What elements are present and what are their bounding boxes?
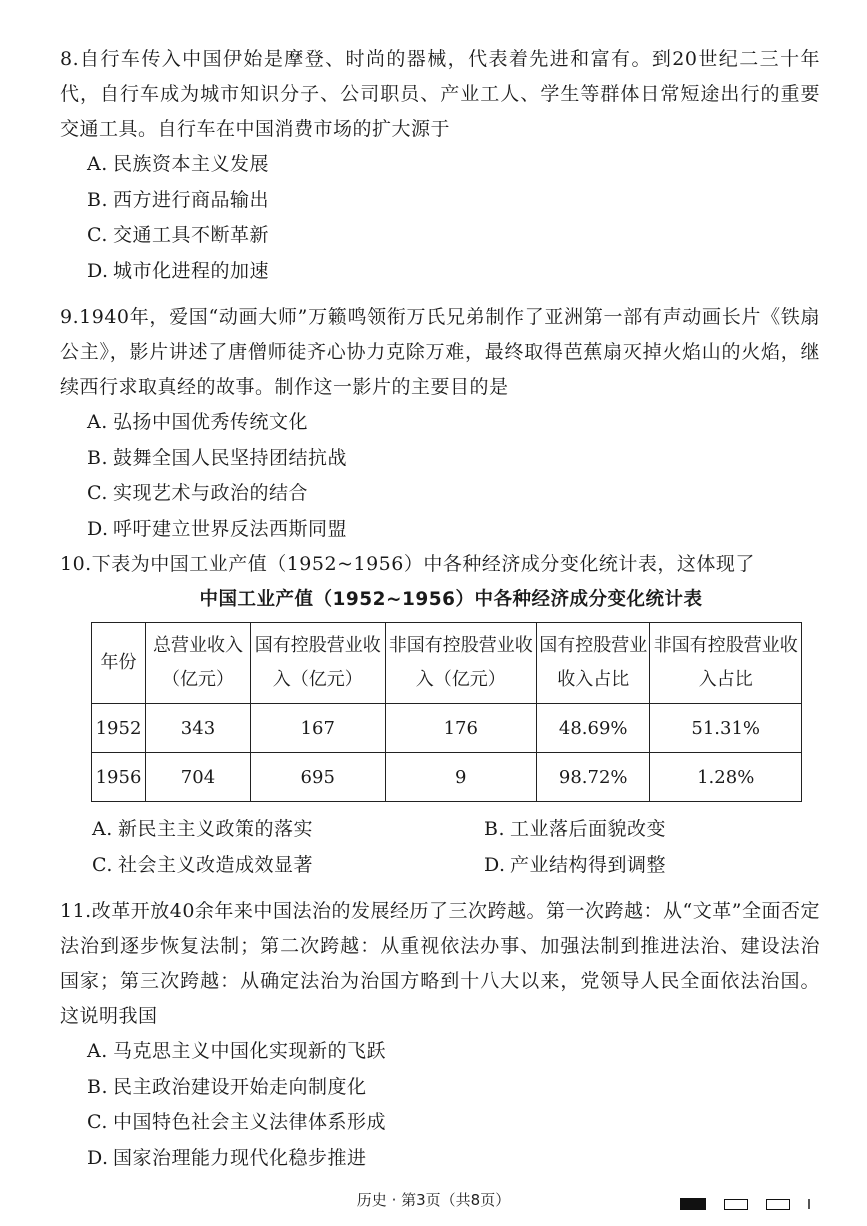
hollow-rectangle-icon: [766, 1199, 790, 1210]
question-10-options: [60, 812, 820, 883]
question-11-stem-text: 改革开放40余年来中国法治的发展经历了三次跨越。第一次跨越：从“文革”全面否定法治到逐步恢复法制；第二次跨越：从重视依法办事、加强法制到推进法治、建设法治国家；第三次跨越：从确定法治为治国方略到十八大以来，党领导人民全面依法治国。这说明我国: [60, 900, 820, 1027]
table-header-cell: 年份: [92, 623, 146, 704]
question-9: [60, 300, 820, 547]
option-letter: B.: [87, 1075, 109, 1098]
option-letter: D.: [87, 259, 109, 282]
question-11-stem: [60, 894, 820, 1034]
table-header-cell: 非国有控股营业收入（亿元）: [385, 623, 537, 704]
table-header-cell: 国有控股营业收入占比: [537, 623, 650, 704]
option-9a[interactable]: [60, 405, 820, 441]
option-letter: A.: [87, 1040, 108, 1062]
option-text: 鼓舞全国人民坚持团结抗战: [113, 446, 348, 469]
question-9-number: 9.: [60, 306, 80, 328]
question-11-options: [60, 1034, 820, 1176]
option-text: 弘扬中国优秀传统文化: [113, 411, 309, 433]
option-9b[interactable]: [60, 441, 820, 477]
option-text: 产业结构得到调整: [510, 853, 667, 876]
option-text: 社会主义改造成效显著: [118, 853, 314, 876]
question-9-options: [60, 405, 820, 547]
table-header-cell: 非国有控股营业收入占比: [650, 623, 802, 704]
option-11a[interactable]: [60, 1034, 820, 1070]
question-8-options: [60, 147, 820, 289]
table-row: [92, 753, 802, 802]
option-letter: B.: [484, 818, 506, 840]
option-text: 城市化进程的加速: [113, 259, 270, 282]
option-letter: C.: [87, 1111, 108, 1133]
table-cell: 1.28%: [650, 753, 802, 802]
table-header-cell: 国有控股营业收入（亿元）: [250, 623, 385, 704]
option-9d[interactable]: [60, 512, 820, 548]
option-text: 实现艺术与政治的结合: [113, 482, 309, 504]
option-letter: D.: [87, 1146, 109, 1169]
table-cell: 695: [250, 753, 385, 802]
option-text: 民族资本主义发展: [113, 153, 270, 175]
table-row: [92, 704, 802, 753]
option-letter: B.: [87, 446, 109, 469]
option-text: 西方进行商品输出: [113, 188, 270, 211]
table-cell: 51.31%: [650, 704, 802, 753]
stats-table: [91, 622, 802, 802]
option-10c[interactable]: [60, 848, 452, 884]
option-10b[interactable]: [452, 812, 812, 848]
option-text: 国家治理能力现代化稳步推进: [113, 1146, 367, 1169]
option-text: 呼吁建立世界反法西斯同盟: [113, 517, 348, 540]
table-title: 中国工业产值（1952~1956）中各种经济成分变化统计表: [199, 589, 703, 610]
table-cell: 176: [385, 704, 537, 753]
option-11d[interactable]: [60, 1141, 820, 1177]
question-8-number: 8.: [60, 48, 80, 70]
table-cell: 167: [250, 704, 385, 753]
option-8c[interactable]: [60, 218, 820, 254]
option-8b[interactable]: [60, 183, 820, 219]
table-cell: 1952: [92, 704, 146, 753]
tick-mark-icon: [808, 1199, 810, 1209]
question-10: [60, 547, 820, 883]
option-text: 中国特色社会主义法律体系形成: [113, 1111, 387, 1133]
solid-rectangle-icon: [680, 1198, 706, 1210]
question-10-number: 10.: [60, 553, 92, 575]
question-8-stem-text: 自行车传入中国伊始是摩登、时尚的器械，代表着先进和富有。到20世纪二三十年代，自行车成为城市知识分子、公司职员、产业工人、学生等群体日常短途出行的重要交通工具。自行车在中国消费市场的扩大源于: [60, 48, 820, 140]
option-letter: D.: [87, 517, 109, 540]
table-cell: 9: [385, 753, 537, 802]
option-letter: D.: [484, 853, 506, 876]
option-text: 民主政治建设开始走向制度化: [113, 1075, 367, 1098]
question-8: [60, 42, 820, 289]
scan-marks: [680, 1198, 810, 1210]
option-letter: C.: [87, 482, 108, 504]
option-9c[interactable]: [60, 476, 820, 512]
option-text: 交通工具不断革新: [113, 224, 270, 246]
option-8a[interactable]: [60, 147, 820, 183]
question-9-stem: [60, 300, 820, 405]
option-letter: C.: [92, 853, 113, 876]
option-11b[interactable]: [60, 1070, 820, 1106]
table-cell: 1956: [92, 753, 146, 802]
table-cell: 98.72%: [537, 753, 650, 802]
table-cell: 343: [146, 704, 251, 753]
option-text: 工业落后面貌改变: [510, 818, 667, 840]
option-letter: A.: [87, 411, 108, 433]
page-number-label: 历史 · 第3页（共8页）: [356, 1191, 511, 1209]
question-10-stem: [60, 547, 820, 582]
option-11c[interactable]: [60, 1105, 820, 1141]
question-10-stem-text: 下表为中国工业产值（1952~1956）中各种经济成分变化统计表，这体现了: [91, 553, 755, 575]
option-text: 新民主主义政策的落实: [118, 818, 314, 840]
hollow-rectangle-icon: [724, 1199, 748, 1210]
option-letter: A.: [92, 818, 113, 840]
question-11: [60, 894, 820, 1176]
question-11-number: 11.: [60, 900, 92, 922]
table-header-cell: 总营业收入（亿元）: [146, 623, 251, 704]
option-letter: A.: [87, 153, 108, 175]
option-letter: C.: [87, 224, 108, 246]
option-10d[interactable]: [452, 848, 812, 884]
table-cell: 48.69%: [537, 704, 650, 753]
option-text: 马克思主义中国化实现新的飞跃: [113, 1040, 387, 1062]
table-header-row: [92, 623, 802, 704]
option-letter: B.: [87, 188, 109, 211]
option-8d[interactable]: [60, 254, 820, 290]
option-10a[interactable]: [60, 812, 452, 848]
table-cell: 704: [146, 753, 251, 802]
question-9-stem-text: 1940年，爱国“动画大师”万籁鸣领衔万氏兄弟制作了亚洲第一部有声动画长片《铁扇公主》，影片讲述了唐僧师徒齐心协力克除万难，最终取得芭蕉扇灭掉火焰山的火焰，继续西行求取真经的故事。制作这一影片的主要目的是: [60, 306, 820, 398]
question-8-stem: [60, 42, 820, 147]
